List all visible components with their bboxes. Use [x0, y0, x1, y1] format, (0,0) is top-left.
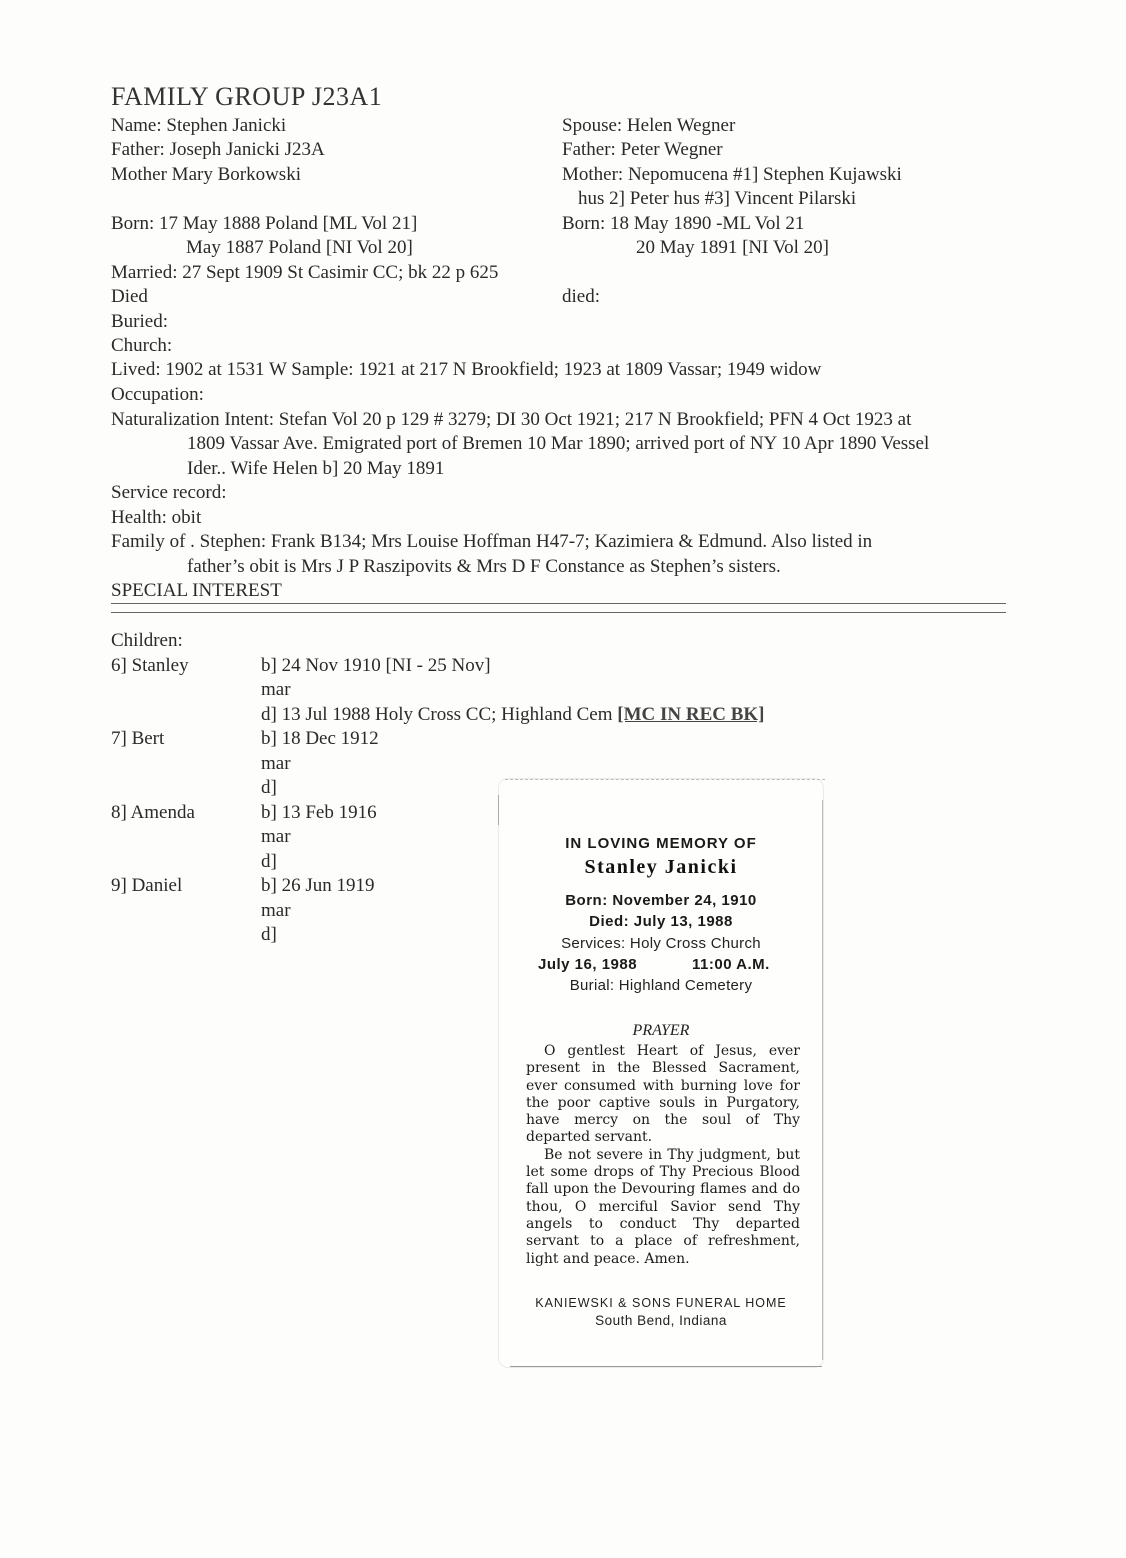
father-line: Father: Joseph Janicki J23A [111, 139, 325, 160]
child-married: mar [261, 900, 291, 921]
spouse-line: Spouse: Helen Wegner [562, 115, 736, 136]
spouse-born-line-2: 20 May 1891 [NI Vol 20] [636, 237, 829, 258]
naturalization-line-3: Ider.. Wife Helen b] 20 May 1891 [187, 458, 445, 479]
card-deceased-name: Stanley Janicki [584, 856, 738, 878]
children-label: Children: [111, 630, 183, 651]
card-services: Services: Holy Cross Church [561, 935, 761, 952]
born-line-1: Born: 17 May 1888 Poland [ML Vol 21] [111, 213, 418, 234]
child-born: b] 13 Feb 1916 [261, 802, 377, 823]
card-location: South Bend, Indiana [595, 1313, 727, 1328]
child-married: mar [261, 826, 291, 847]
spouse-died-line: died: [562, 286, 600, 307]
child-name: 6] Stanley [111, 655, 189, 676]
name-line: Name: Stephen Janicki [111, 115, 287, 136]
family-line-1: Family of . Stephen: Frank B134; Mrs Louise Hoffman H47-7; Kazimiera & Edmund. Also listed in [111, 531, 873, 552]
card-born: Born: November 24, 1910 [565, 892, 757, 909]
married-line: Married: 27 Sept 1909 St Casimir CC; bk 22 p 625 [111, 262, 499, 283]
prayer-title: PRAYER [632, 1022, 690, 1039]
child-died-text: d] 13 Jul 1988 Holy Cross CC; Highland Cem [261, 704, 618, 725]
card-service-date: July 16, 1988 [538, 956, 638, 973]
child-born: b] 18 Dec 1912 [261, 728, 379, 749]
child-died: d] [261, 777, 277, 798]
naturalization-line-1: Naturalization Intent: Stefan Vol 20 p 129 # 3279; DI 30 Oct 1921; 217 N Brookfield; PFN 4 Oct 1923 at [111, 409, 912, 430]
card-bottom-edge [510, 1366, 822, 1367]
spouse-father-line: Father: Peter Wegner [562, 139, 723, 160]
child-died: d] [261, 924, 277, 945]
card-service-time: 11:00 A.M. [692, 956, 770, 973]
card-died: Died: July 13, 1988 [589, 913, 733, 930]
double-rule-divider [111, 603, 1006, 613]
child-name: 7] Bert [111, 728, 165, 749]
spouse-mother-line-1: Mother: Nepomucena #1] Stephen Kujawski [562, 164, 902, 185]
child-married: mar [261, 679, 291, 700]
spouse-mother-line-2: hus 2] Peter hus #3] Vincent Pilarski [578, 188, 857, 209]
born-line-2: May 1887 Poland [NI Vol 20] [186, 237, 413, 258]
church-line: Church: [111, 335, 173, 356]
child-born: b] 24 Nov 1910 [NI - 25 Nov] [261, 655, 491, 676]
buried-line: Buried: [111, 311, 168, 332]
card-burial: Burial: Highland Cemetery [569, 977, 753, 994]
prayer-paragraph-2: Be not severe in Thy judgment, but let some drops of Thy Precious Blood fall upon the Devouring flames and do thou, O merciful Savior send Thy angels to conduct Thy departed servant to a place of refreshment, light and peace. Amen. [526, 1146, 800, 1267]
card-funeral-home: KANIEWSKI & SONS FUNERAL HOME [535, 1296, 787, 1310]
occupation-line: Occupation: [111, 384, 204, 405]
child-married: mar [261, 753, 291, 774]
prayer-text [526, 1043, 800, 1268]
child-born: b] 26 Jun 1919 [261, 875, 375, 896]
mc-in-rec-bk-link[interactable]: [MC IN REC BK] [617, 704, 765, 725]
special-interest-heading: SPECIAL INTEREST [111, 580, 282, 601]
family-line-2: father’s obit is Mrs J P Raszipovits & Mrs D F Constance as Stephen’s sisters. [187, 556, 781, 577]
naturalization-line-2: 1809 Vassar Ave. Emigrated port of Bremen 10 Mar 1890; arrived port of NY 10 Apr 1890 Vessel [187, 433, 930, 454]
lived-line: Lived: 1902 at 1531 W Sample: 1921 at 217 N Brookfield; 1923 at 1809 Vassar; 1949 widow [111, 359, 822, 380]
mother-line: Mother Mary Borkowski [111, 164, 301, 185]
card-left-edge [498, 795, 499, 825]
card-right-edge [822, 800, 823, 1360]
child-name: 8] Amenda [111, 802, 195, 823]
health-line: Health: obit [111, 507, 202, 528]
died-line: Died [111, 286, 148, 307]
service-record-line: Service record: [111, 482, 227, 503]
card-top-edge [505, 779, 825, 780]
prayer-paragraph-1: O gentlest Heart of Jesus, ever present in the Blessed Sacrament, ever consumed with burning love for the poor captive souls in Purgatory, have mercy on the soul of Thy departed servant. [526, 1043, 800, 1146]
child-died [261, 703, 765, 727]
card-heading: IN LOVING MEMORY OF [565, 835, 757, 852]
child-died: d] [261, 851, 277, 872]
spouse-born-line-1: Born: 18 May 1890 -ML Vol 21 [562, 213, 805, 234]
page-title: FAMILY GROUP J23A1 [111, 82, 383, 111]
child-name: 9] Daniel [111, 875, 183, 896]
